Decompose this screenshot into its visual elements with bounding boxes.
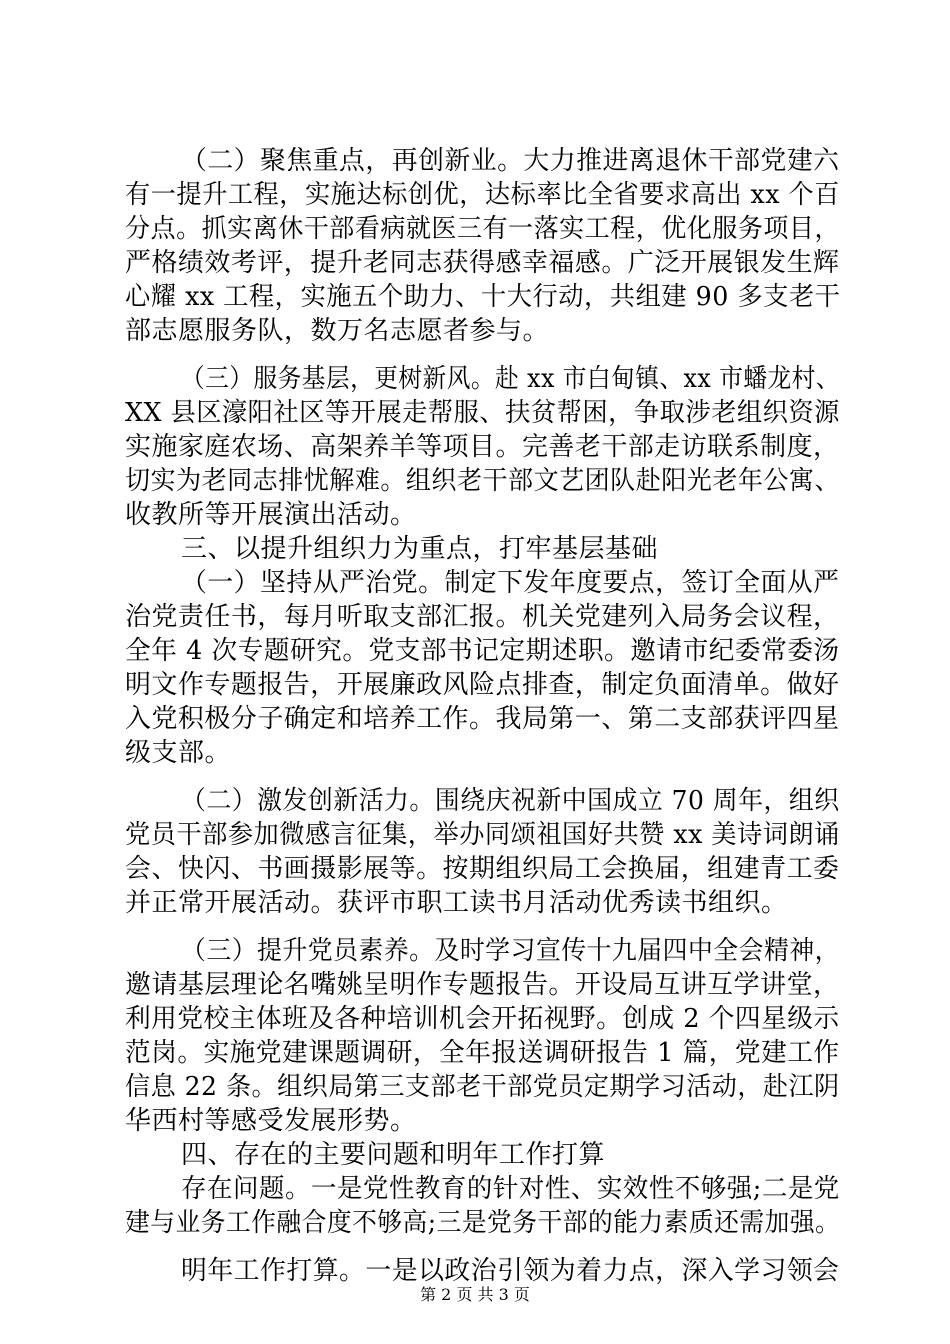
paragraph-line: （二）激发创新活力。围绕庆祝新中国成立 70 周年，组织 bbox=[181, 786, 840, 816]
paragraph-line: 明文作专题报告，开展廉政风险点排查，制定负面清单。做好 bbox=[125, 670, 840, 700]
paragraph-line: 收教所等开展演出活动。 bbox=[125, 500, 417, 530]
paragraph-line: 并正常开展活动。获评市职工读书月活动优秀读书组织。 bbox=[125, 888, 788, 918]
paragraph-line: 党员干部参加微感言征集，举办同颂祖国好共赞 xx 美诗词朗诵 bbox=[125, 820, 840, 850]
paragraph-line: 严格绩效考评，提升老同志获得感幸福感。广泛开展银发生辉 bbox=[125, 248, 840, 278]
paragraph-line: 心耀 xx 工程，实施五个助力、十大行动，共组建 90 多支老干 bbox=[125, 282, 841, 312]
paragraph-line: 信息 22 条。组织局第三支部老干部党员定期学习活动，赴江阴 bbox=[125, 1072, 840, 1102]
section-heading: 三、以提升组织力为重点，打牢基层基础 bbox=[181, 534, 659, 564]
paragraph-line: 部志愿服务队，数万名志愿者参与。 bbox=[125, 316, 550, 346]
paragraph-line: （一）坚持从严治党。制定下发年度要点，签订全面从严 bbox=[181, 568, 840, 598]
page-number-footer: 第 2 页 共 3 页 bbox=[420, 1285, 530, 1304]
paragraph-line: XX 县区濠阳社区等开展走帮服、扶贫帮困，争取涉老组织资源 bbox=[125, 398, 840, 428]
paragraph-line: 范岗。实施党建课题调研，全年报送调研报告 1 篇，党建工作 bbox=[125, 1038, 840, 1068]
paragraph-line: 切实为老同志排忧解难。组织老干部文艺团队赴阳光老年公寓、 bbox=[125, 466, 841, 496]
paragraph-line: 利用党校主体班及各种培训机会开拓视野。创成 2 个四星级示 bbox=[125, 1004, 840, 1034]
paragraph-line: 存在问题。一是党性教育的针对性、实效性不够强;二是党 bbox=[181, 1174, 840, 1204]
paragraph-line: 实施家庭农场、高架养羊等项目。完善老干部走访联系制度， bbox=[125, 432, 840, 462]
paragraph-line: （三）服务基层，更树新风。赴 xx 市白甸镇、xx 市蟠龙村、 bbox=[181, 364, 840, 394]
paragraph-line: 会、快闪、书画摄影展等。按期组织局工会换届，组建青工委 bbox=[125, 854, 840, 884]
paragraph-line: （三）提升党员素养。及时学习宣传十九届四中全会精神， bbox=[181, 936, 841, 966]
paragraph-line: 建与业务工作融合度不够高;三是党务干部的能力素质还需加强。 bbox=[125, 1208, 841, 1238]
section-heading: 四、存在的主要问题和明年工作打算 bbox=[181, 1140, 606, 1170]
paragraph-line: 有一提升工程，实施达标创优，达标率比全省要求高出 xx 个百 bbox=[125, 180, 840, 210]
paragraph-line: 邀请基层理论名嘴姚呈明作专题报告。开设局互讲互学讲堂， bbox=[125, 970, 840, 1000]
paragraph-line: 级支部。 bbox=[125, 738, 232, 768]
paragraph-line: 入党积极分子确定和培养工作。我局第一、第二支部获评四星 bbox=[125, 704, 840, 734]
paragraph-line: （二）聚焦重点，再创新业。大力推进离退休干部党建六 bbox=[181, 146, 840, 176]
paragraph-line: 华西村等感受发展形势。 bbox=[125, 1106, 417, 1136]
paragraph-line: 明年工作打算。一是以政治引领为着力点，深入学习领会 bbox=[181, 1256, 840, 1286]
paragraph-line: 全年 4 次专题研究。党支部书记定期述职。邀请市纪委常委汤 bbox=[125, 636, 840, 666]
paragraph-line: 治党责任书，每月听取支部汇报。机关党建列入局务会议程， bbox=[125, 602, 840, 632]
paragraph-line: 分点。抓实离休干部看病就医三有一落实工程，优化服务项目， bbox=[125, 214, 841, 244]
